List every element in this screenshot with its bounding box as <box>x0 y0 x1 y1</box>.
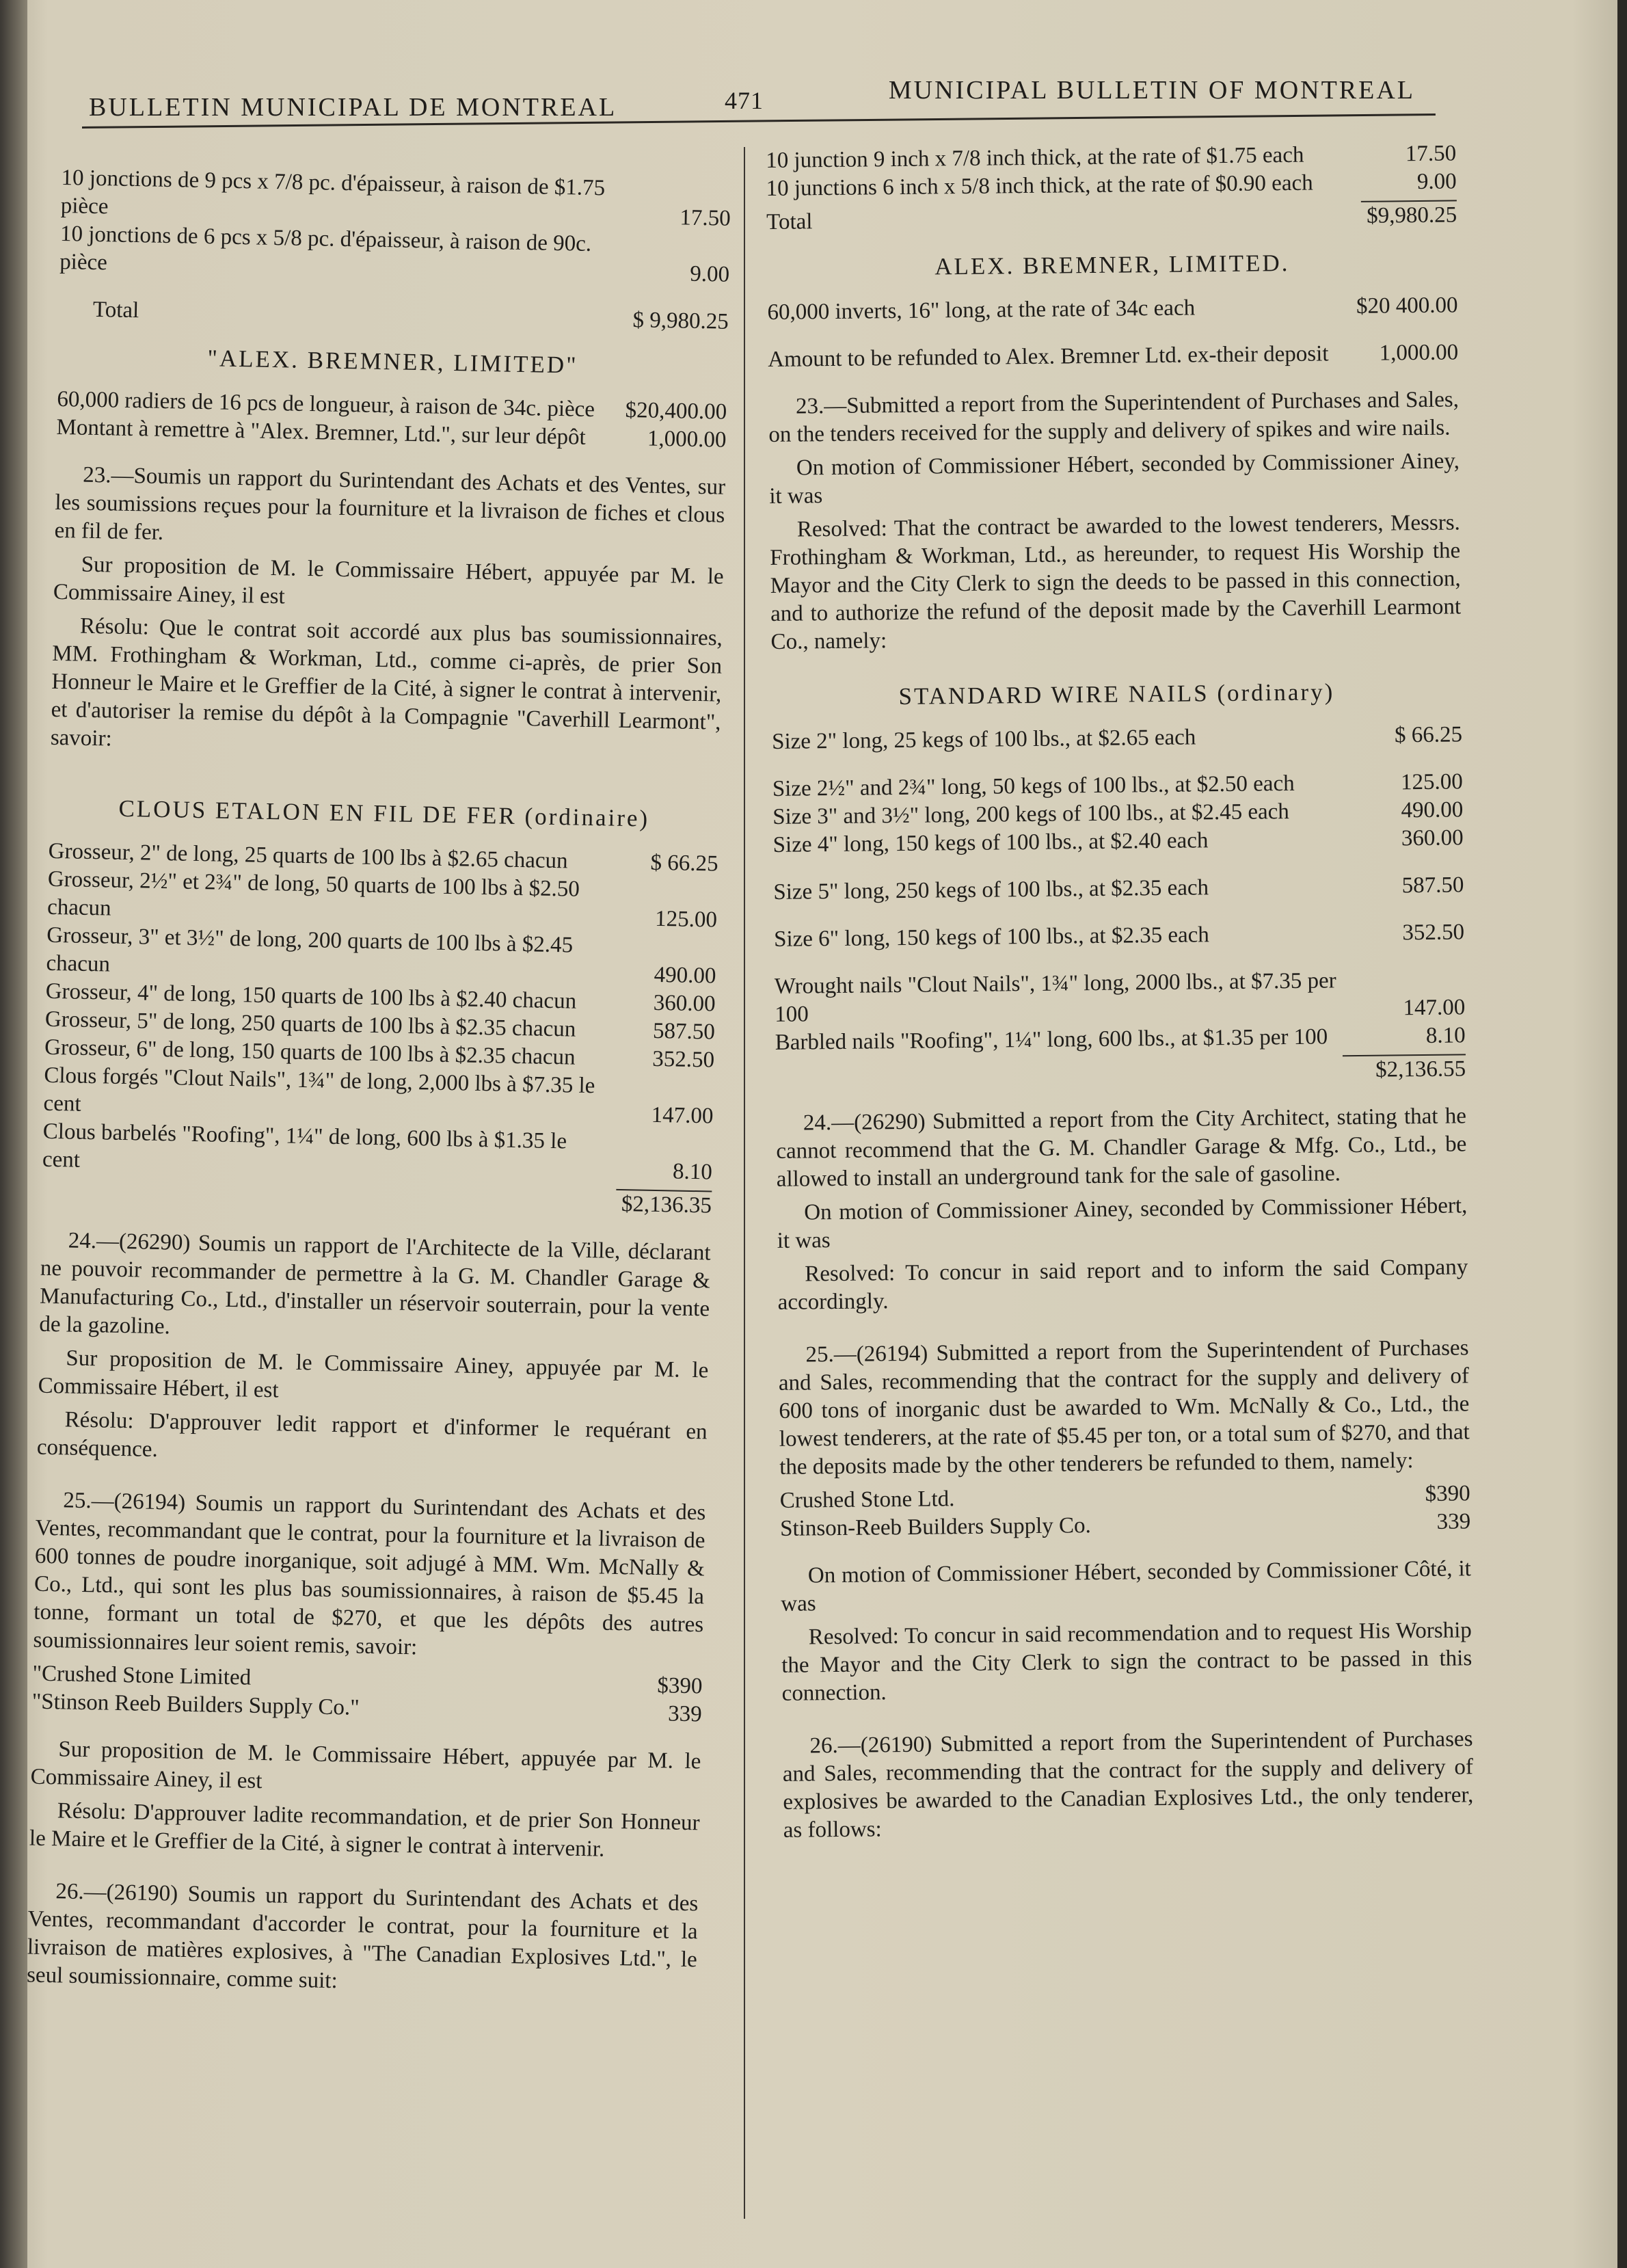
list-item: Wrought nails "Clout Nails", 1¾" long, 2000 lbs., at $7.35 per 100 147.00 <box>774 968 1466 1027</box>
running-header <box>82 75 1518 130</box>
list-item: 10 jonctions de 9 pcs x 7/8 pc. d'épaisseur, à raison de $1.75 pièce 17.50 <box>60 165 731 231</box>
english-column <box>766 139 1474 1850</box>
paragraph: 23.—Submitted a report from the Superintendent of Purchases and Sales, on the tenders received for the supply and delivery of spikes and wire nails. <box>768 387 1460 447</box>
list-item: Amount to be refunded to Alex. Bremner Ltd. ex-their deposit 1,000.00 <box>768 340 1459 372</box>
list-item: Clous barbelés "Roofing", 1¼" de long, 600 lbs à $1.35 le cent 8.10 <box>42 1119 713 1185</box>
section-heading: "ALEX. BREMNER, LIMITED" <box>207 345 578 379</box>
list-item: 60,000 inverts, 16" long, at the rate of 34c each $20 400.00 <box>767 293 1458 325</box>
total-row: Total $ 9,980.25 <box>92 297 729 334</box>
list-item: "Stinson Reeb Builders Supply Co." 339 <box>31 1689 702 1727</box>
paragraph: 23.—Soumis un rapport du Surintendant des Achats et des Ventes, sur les soumissions reçues pour la fourniture et la livraison de fiches et clous en fil de fer. <box>54 462 726 545</box>
list-item: Grosseur, 3" et 3½" de long, 200 quarts de 100 lbs à $2.45 chacun 490.00 <box>46 922 716 989</box>
paragraph: Résolu: D'approuver ladite recommandation, et de prier Son Honneur le Maire et le Greffier de la Cité, à signer le contrat à intervenir. <box>29 1798 700 1862</box>
paragraph: Résolu: Que le contrat soit accordé aux plus bas soumissionnaires, MM. Frothingham & Workman, Ltd., comme ci-après, de prier Son Honneur le Maire et le Greffier de la Cité, à signer le contrat à intervenir, et d'autoriser la remise du dépôt à la Compagnie "Caverhill Learmont", savoir: <box>50 613 723 751</box>
header-french-title: BULLETIN MUNICIPAL DE MONTREAL <box>89 93 617 122</box>
paragraph: Sur proposition de M. le Commissaire Hébert, appuyée par M. le Commissaire Ainey, il est <box>53 552 724 609</box>
paragraph: Resolved: To concur in said recommendation and to request His Worship the Mayor and the City Clerk to sign the contract to be passed in this connection. <box>781 1618 1473 1706</box>
list-item: 10 jonctions de 6 pcs x 5/8 pc. d'épaisseur, à raison de 90c. pièce 9.00 <box>59 221 730 287</box>
total-row: Total $9,980.25 <box>766 202 1457 235</box>
paragraph: 24.—(26290) Soumis un rapport de l'Architecte de la Ville, déclarant ne pouvoir recommander de permettre à la G. M. Chandler Garage & Manufacturing Co., Ltd., d'installer un réservoir souterrain, pour la vente de la gazoline. <box>39 1228 711 1339</box>
section-heading: CLOUS ETALON EN FIL DE FER (ordinaire) <box>118 795 650 832</box>
list-item: Size 6" long, 150 kegs of 100 lbs., at $2.35 each 352.50 <box>773 920 1465 952</box>
list-item: Size 2½" and 2¾" long, 50 kegs of 100 lbs., at $2.50 each 125.00 <box>772 769 1463 801</box>
page-edge <box>1617 0 1627 2268</box>
paragraph: Resolved: That the contract be awarded to the lowest tenderers, Messrs. Frothingham & Workman, Ltd., as hereunder, to request His Worship the Mayor and the City Clerk to sign the deeds to be passed in this connection, and to authorize the refund of the deposit made by the Caverhill Learmont Co., namely: <box>770 510 1462 654</box>
list-item: Barbled nails "Roofing", 1¼" long, 600 lbs., at $1.35 per 100 8.10 <box>775 1023 1466 1055</box>
paragraph: On motion of Commissioner Ainey, seconded by Commissioner Hébert, it was <box>777 1193 1468 1253</box>
nails-total: $2,136.35 <box>621 1192 712 1218</box>
paragraph: 26.—(26190) Soumis un rapport du Surintendant des Achats et des Ventes, recommandant d'accorder le contrat, pour la fourniture et la livraison de matières explosives, à "The Canadian Explosives Ltd.", le seul soumissionnaire, comme suit: <box>26 1879 699 1994</box>
paragraph: Sur proposition de M. le Commissaire Ainey, appuyée par M. le Commissaire Hébert, il est <box>38 1346 709 1403</box>
list-item: Size 3" and 3½" long, 200 kegs of 100 lbs., at $2.45 each 490.00 <box>772 797 1464 829</box>
binding-edge <box>0 0 27 2268</box>
column-divider <box>744 147 745 2219</box>
list-item: Size 2" long, 25 kegs of 100 lbs., at $2.65 each $ 66.25 <box>771 722 1463 754</box>
page-number: 471 <box>725 87 764 114</box>
list-item: Size 5" long, 250 kegs of 100 lbs., at $2.35 each 587.50 <box>773 872 1464 905</box>
paragraph: 24.—(26290) Submitted a report from the City Architect, stating that he cannot recommend that the G. M. Chandler Garage & Mfg. Co., Ltd., be allowed to install an underground tank for the sale of gasoline. <box>776 1104 1467 1192</box>
list-item: 60,000 radiers de 16 pcs de longueur, à raison de 34c. pièce $20,400.00 <box>57 386 727 425</box>
paragraph: On motion of Commissioner Hébert, seconded by Commissioner Ainey, it was <box>769 449 1460 509</box>
paragraph: Résolu: D'approuver ledit rapport et d'informer le requérant en conséquence. <box>36 1407 708 1463</box>
list-item: Grosseur, 2" de long, 25 quarts de 100 lbs à $2.65 chacun $ 66.25 <box>48 838 718 877</box>
section-heading: STANDARD WIRE NAILS (ordinary) <box>898 678 1335 710</box>
french-column <box>27 164 731 2007</box>
list-item: "Crushed Stone Limited $390 <box>32 1661 703 1699</box>
list-item: Grosseur, 6" de long, 150 quarts de 100 lbs à $2.35 chacun 352.50 <box>44 1035 715 1073</box>
section-heading: ALEX. BREMNER, LIMITED. <box>934 249 1290 280</box>
list-item: Size 4" long, 150 kegs of 100 lbs., at $2.40 each 360.00 <box>772 825 1464 857</box>
list-item: Clous forgés "Clout Nails", 1¾" de long, 2,000 lbs à $7.35 le cent 147.00 <box>43 1063 714 1129</box>
paragraph: Sur proposition de M. le Commissaire Hébert, appuyée par M. le Commissaire Ainey, il est <box>30 1737 701 1794</box>
paragraph: Resolved: To concur in said report and to inform the said Company accordingly. <box>777 1255 1468 1315</box>
paragraph: 25.—(26194) Soumis un rapport du Surintendant des Achats et des Ventes, recommandant que le contrat, pour la fourniture et la livraison de 600 tonnes de poudre inorganique, soit adjugé à MM. Wm. McNally & Co., Ltd., qui sont les plus bas soumissionnaires, à raison de $5.45 la tonne, formant un total de $270, et que les dépôts des autres soumissionnaires leur soient remis, savoir: <box>33 1488 706 1660</box>
nails-total: $2,136.55 <box>1375 1056 1466 1082</box>
list-item: 10 junctions 6 inch x 5/8 inch thick, at the rate of $0.90 each 9.00 <box>766 169 1457 201</box>
header-english-title: MUNICIPAL BULLETIN OF MONTREAL <box>888 76 1415 105</box>
paragraph: 25.—(26194) Submitted a report from the Superintendent of Purchases and Sales, recommending that the contract for the supply and delivery of 600 tons of inorganic dust be awarded to Wm. McNally & Co., Ltd., the lowest tenderers, at the rate of $5.45 per ton, or a total sum of $270, and that the deposits made by the other tenderers be refunded to them, namely: <box>778 1335 1470 1480</box>
list-item: Grosseur, 5" de long, 250 quarts de 100 lbs à $2.35 chacun 587.50 <box>44 1006 716 1045</box>
list-item: Grosseur, 4" de long, 150 quarts de 100 lbs à $2.40 chacun 360.00 <box>45 978 716 1017</box>
paragraph: 26.—(26190) Submitted a report from the Superintendent of Purchases and Sales, recommending that the contract for the supply and delivery of explosives be awarded to the Canadian Explosives Ltd., the only tenderer, as follows: <box>782 1726 1474 1843</box>
list-item: Montant à remettre à "Alex. Bremner, Ltd.", sur leur dépôt 1,000.00 <box>56 414 727 453</box>
list-item: Stinson-Reeb Builders Supply Co. 339 <box>779 1509 1471 1541</box>
paragraph: On motion of Commissioner Hébert, seconded by Commissioner Côté, it was <box>781 1556 1472 1616</box>
list-item: 10 junction 9 inch x 7/8 inch thick, at the rate of $1.75 each 17.50 <box>766 141 1457 173</box>
list-item: Crushed Stone Ltd. $390 <box>779 1481 1470 1513</box>
list-item: Grosseur, 2½" et 2¾" de long, 50 quarts de 100 lbs à $2.50 chacun 125.00 <box>46 866 718 933</box>
